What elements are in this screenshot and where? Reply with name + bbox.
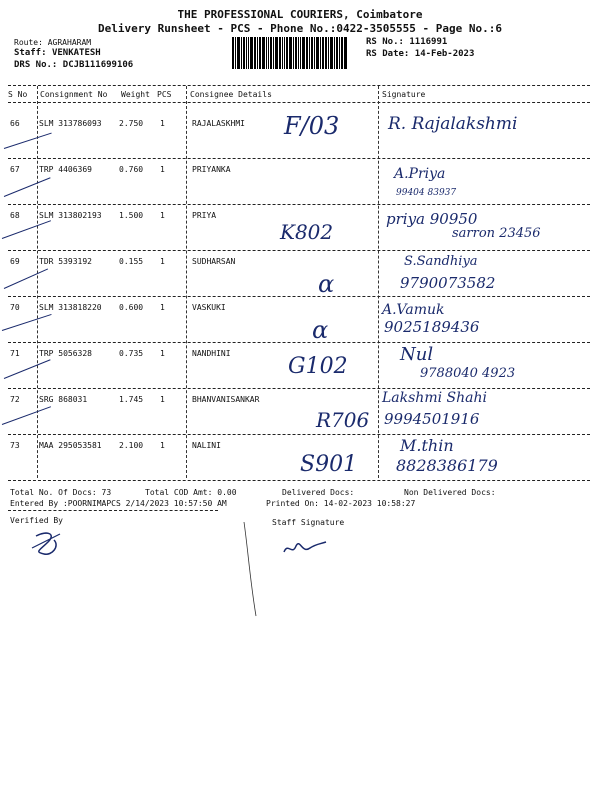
- runsheet-title: Delivery Runsheet - PCS - Phone No.:0422-3505555 - Page No.:6: [98, 22, 502, 35]
- row-weight: 2.750: [119, 119, 144, 128]
- handwritten-phone: 99404 83937: [396, 188, 457, 198]
- divider: [8, 480, 590, 481]
- row-consignee: PRIYANKA: [192, 165, 231, 174]
- handwritten-note: F/03: [284, 112, 340, 140]
- col-sno: S No: [8, 90, 28, 99]
- handwritten-note: G102: [288, 354, 348, 379]
- row-consignment: TDR 5393192: [39, 257, 92, 266]
- row-consignment: SLM 313786093: [39, 119, 102, 128]
- divider: [8, 85, 590, 86]
- handwritten-note: α: [312, 316, 329, 344]
- row-consignee: BHANVANISANKAR: [192, 395, 260, 404]
- table-row: [0, 158, 600, 204]
- row-consignee: PRIYA: [192, 211, 217, 220]
- table-row: [0, 204, 600, 250]
- route-line: [14, 38, 91, 47]
- total-cod: Total COD Amt: 0.00: [145, 488, 237, 497]
- handwritten-note: S901: [300, 452, 358, 477]
- row-sno: 70: [10, 303, 20, 312]
- row-consignment: MAA 295053581: [39, 441, 102, 450]
- row-pcs: 1: [160, 441, 165, 450]
- handwritten-signature: S.Sandhiya: [404, 254, 478, 269]
- row-consignment: TRP 4406369: [39, 165, 92, 174]
- row-pcs: 1: [160, 303, 165, 312]
- row-consignee: NANDHINI: [192, 349, 231, 358]
- row-consignment: SLM 313818220: [39, 303, 102, 312]
- handwritten-phone: 9994501916: [384, 410, 480, 428]
- row-pcs: 1: [160, 119, 165, 128]
- row-weight: 1.745: [119, 395, 144, 404]
- handwritten-signature: Nul: [400, 344, 434, 365]
- row-pcs: 1: [160, 211, 165, 220]
- delivered-docs: Delivered Docs:: [282, 488, 355, 497]
- handwritten-signature: M.thin: [400, 436, 454, 455]
- printed-on: Printed On: 14-02-2023 10:58:27: [266, 499, 416, 508]
- company-name: THE PROFESSIONAL COURIERS, Coimbatore: [177, 8, 423, 21]
- table-row: [0, 342, 600, 388]
- non-delivered-docs: Non Delivered Docs:: [404, 488, 496, 497]
- row-consignee: SUDHARSAN: [192, 257, 236, 266]
- staff-value: VENKATESH: [51, 48, 101, 58]
- staff-signature-label: Staff Signature: [272, 518, 345, 527]
- handwritten-signature: Lakshmi Shahi: [382, 390, 487, 406]
- col-consignee: Consignee Details: [190, 90, 272, 99]
- route-value: AGRAHARAM: [47, 38, 92, 47]
- handwritten-note: K802: [280, 220, 334, 244]
- col-signature: Signature: [382, 90, 426, 99]
- row-pcs: 1: [160, 395, 165, 404]
- row-consignment: TRP 5056328: [39, 349, 92, 358]
- row-sno: 71: [10, 349, 20, 358]
- verifier-signature: [30, 528, 70, 558]
- col-weight: Weight: [121, 90, 150, 99]
- handwritten-note: R706: [316, 408, 370, 432]
- row-sno: 72: [10, 395, 20, 404]
- staff-signature-mark: [280, 530, 330, 560]
- row-sno: 73: [10, 441, 20, 450]
- handwritten-phone: 9788040 4923: [420, 366, 516, 381]
- entered-by: Entered By :POORNIMAPCS 2/14/2023 10:57:50 AM: [10, 499, 227, 508]
- row-consignee: NALINI: [192, 441, 221, 450]
- row-weight: 0.155: [119, 257, 144, 266]
- rs-no-value: 1116991: [409, 37, 448, 47]
- handwritten-signature: A.Priya: [394, 166, 446, 182]
- row-sno: 69: [10, 257, 20, 266]
- row-consignment: SRG 868031: [39, 395, 88, 404]
- row-weight: 2.100: [119, 441, 144, 450]
- pen-stroke: [240, 520, 260, 620]
- handwritten-signature: A.Vamuk: [382, 302, 445, 318]
- row-sno: 67: [10, 165, 20, 174]
- table-row: [0, 250, 600, 296]
- drs-value: DCJB111699106: [62, 60, 134, 70]
- handwritten-note: α: [318, 270, 335, 298]
- total-docs: Total No. Of Docs: 73: [10, 488, 112, 497]
- row-weight: 0.760: [119, 165, 144, 174]
- row-weight: 0.735: [119, 349, 144, 358]
- col-consignment: Consignment No: [40, 90, 108, 99]
- divider: [8, 102, 590, 103]
- col-pcs: PCS: [157, 90, 172, 99]
- row-consignee: VASKUKI: [192, 303, 226, 312]
- table-row: [0, 296, 600, 342]
- verified-by-label: Verified By: [10, 516, 63, 525]
- rs-date-line: [366, 49, 474, 59]
- handwritten-phone: 9025189436: [384, 318, 480, 336]
- staff-line: [14, 48, 101, 58]
- row-consignee: RAJALASKHMI: [192, 119, 245, 128]
- rs-date-value: 14-Feb-2023: [414, 49, 475, 59]
- row-pcs: 1: [160, 349, 165, 358]
- row-consignment: SLM 313802193: [39, 211, 102, 220]
- handwritten-signature: priya 90950: [386, 210, 478, 228]
- drs-line: [14, 60, 133, 70]
- rs-no-label: RS No.:: [366, 37, 404, 47]
- row-sno: 66: [10, 119, 20, 128]
- handwritten-phone: sarron 23456: [452, 226, 541, 241]
- barcode: [232, 37, 360, 69]
- staff-label: Staff:: [14, 48, 47, 58]
- row-weight: 1.500: [119, 211, 144, 220]
- row-sno: 68: [10, 211, 20, 220]
- rs-no-line: [366, 37, 447, 47]
- handwritten-phone: 9790073582: [400, 274, 496, 292]
- route-label: Route:: [14, 38, 43, 47]
- table-row: [0, 112, 600, 158]
- table-row: [0, 388, 600, 434]
- handwritten-phone: 8828386179: [396, 456, 498, 475]
- row-weight: 0.600: [119, 303, 144, 312]
- rs-date-label: RS Date:: [366, 49, 410, 59]
- divider: [8, 510, 218, 511]
- row-pcs: 1: [160, 257, 165, 266]
- row-pcs: 1: [160, 165, 165, 174]
- handwritten-signature: R. Rajalakshmi: [388, 114, 518, 134]
- table-row: [0, 434, 600, 480]
- drs-label: DRS No.:: [14, 60, 58, 70]
